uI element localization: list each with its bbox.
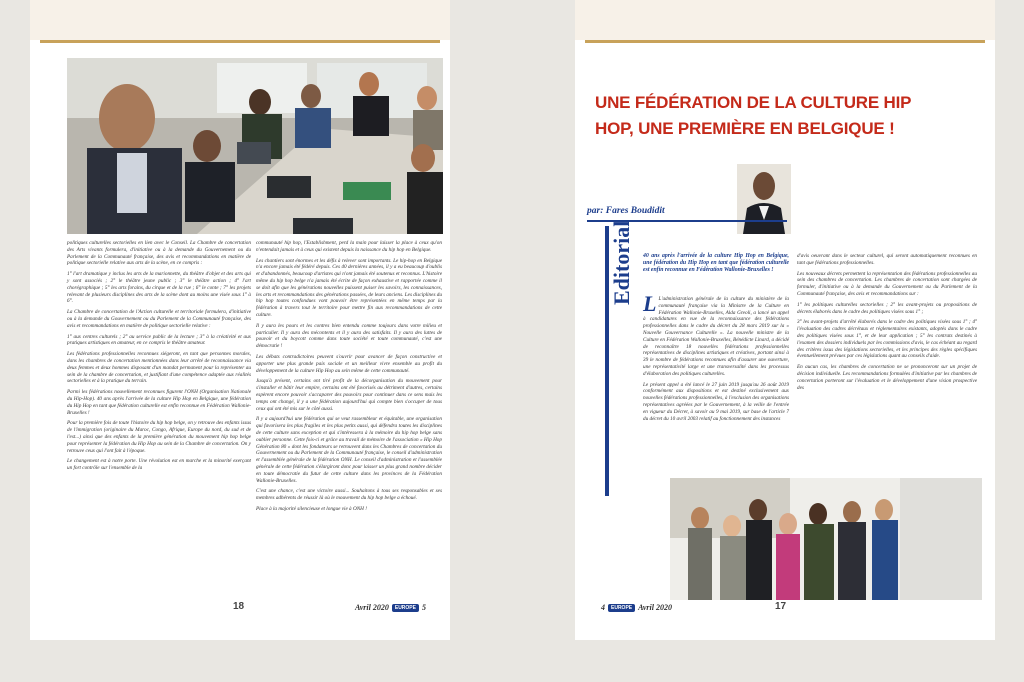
- meeting-photo: [67, 58, 443, 234]
- author-portrait: [737, 164, 791, 234]
- paragraph: [643, 291, 789, 378]
- drop-cap: L: [643, 291, 657, 316]
- paragraph: Jusqu'à présent, certains ont tiré profit de la décorganisation du mouvement pour s'installer et bâtir leur empire, certains ont été favorisés au détriment d'autres, certains espèrent encore pouvoir s'accaparer des pouvoirs pour continuer dans ce sens mais les temps ont changé, il y a une fédération aujourd'hui qui compte bien s'occuper de tous ceux qui ont été mis sur le côté aussi.: [256, 378, 442, 412]
- top-stripe: [575, 0, 995, 40]
- left-column-2: [256, 240, 442, 517]
- paragraph: Il y a aujourd'hui une fédération qui se veut rassembleur et équitable, une organisation qui favorisera les plus fragiles et les plus petits aussi, qui défendra toutes les disciplines de cette culture sans exception et qui s'intéressera à la mémoire du hip hop belge sans oublier personne. Cette fois-ci et grâce au travail de mémoire de l'association « Hip Hop Génération 80 » dont les fondateurs se retrouvent dans les Chambres de concertation du Gouvernement ou du Parlement de la Communauté française, le conseil d'administration et l'assemblée générale de la fédération ONH. Le conseil d'administration et l'assemblée générale de cette fédération s'élargiront donc pour laisser un plus grand nombre décider en toute démocratie du futur de cette culture dans les provinces de la Fédération Wallonie-Bruxelles.: [256, 416, 442, 484]
- article-headline: UNE FÉDÉRATION DE LA CULTURE HIP HOP, UNE PREMIÈRE EN BELGIQUE !: [595, 93, 911, 138]
- left-column-1: [67, 240, 251, 476]
- paragraph: 1° l'art dramatique y inclus les arts de la marionnette, du théâtre d'objet et des arts qui y sont associés ; 2° le théâtre jeune public ; 3° le théâtre action ; 4° l'art chorégraphique ; 5° les arts forains, du cirque et de la rue ; 6° le conte ; 7° les projets relevant de plusieurs disciplines des arts de la scène dont au moins une visée sous 1° à 6°.: [67, 271, 251, 305]
- europe-badge: EUROPE: [608, 604, 635, 612]
- page-number: 17: [775, 601, 787, 612]
- paragraph: politiques culturelles sectorielles en lien avec le Conseil. La Chambre de concertation des Arts vivants formulera, d'initiative ou à la demande du Gouvernement ou du Parlement de la Communauté française, des avis et recommandations en matière de politique sectorielle relative aux arts de la scène, en ce compris :: [67, 240, 251, 267]
- byline: par: Fares Boudidit: [587, 206, 665, 216]
- paragraph: Les débats contradictoires peuvent s'ouvrir pour avancer de façon constructive et apporter une plus grande paix sociale et un meilleur vivre ensemble au profit du développement de la culture Hip Hop au sein même de cette communauté.: [256, 353, 442, 374]
- paragraph: 1° aux centres culturels ; 2° au service public de la lecture ; 3° à la créativité et aux pratiques artistiques en amateur, en ce compris le théâtre amateur.: [67, 333, 251, 347]
- gold-rule: [40, 40, 440, 43]
- paragraph: Le présent appel a été lancé le 27 juin 2019 jusqu'au 26 août 2019 conformément aux dispositions et est destiné exclusivement aux nouvelles fédérations professionnelles, à l'exclusion des organisations représentatives agréées par le Gouvernement, à la veille de l'entrée en vigueur du Décret, à savoir au 9 mai 2019, sur base de l'article 7 du décret du 10 avril 2003 relatif au fonctionnement des instances: [643, 381, 789, 422]
- paragraph: Les nouveaux décrets permettent la représentation des fédérations professionnelles au sein des chambres de concertation. Les chambres de concertation sont chargées de formuler, d'initiative ou à la demande du Gouvernement ou du Parlement de la Communauté française, des avis et recommandations sur :: [797, 270, 977, 297]
- group-photo: [670, 478, 982, 600]
- page-number: 18: [233, 601, 245, 612]
- left-page: [30, 0, 450, 640]
- paragraph-text: L'administration générale de la culture du ministère de la communauté française via la Ministre de la Culture en Fédération Wallonie-Bruxelles, Alda Greoli, a lancé un appel à candidatures en vue de la reconnaissance des fédérations professionnelles dans le cadre du décret du 28 mars 2019 sur la « Nouvelle Gouvernance Culturelle ». La nouvelle ministre de la Culture en Fédération Wallonie-Bruxelles, Bénédicte Linard, a décidé de reconnaître 18 nouvelles fédérations professionnelles représentatives de disciplines artistiques et créatives, portant ainsi à 39 le nombre de fédérations reconnues afin d'assurer une ouverture, une représentativité large et une transversalité dans les processus d'élaboration des politiques culturelles.: [643, 296, 789, 377]
- paragraph: C'est une chance, c'est une victoire aussi... Souhaitons à tous ses responsables et ses membres adhérents de réussir là où le mouvement du hip hop belge a échoué.: [256, 488, 442, 502]
- gold-rule: [585, 40, 985, 43]
- folio-number: 5: [421, 603, 426, 612]
- section-label: Editorial: [609, 220, 634, 305]
- paragraph: Il y aura les pours et les contres bien entendu comme toujours dans votre milieu et particulier. Il y aura des mécontents et il y aura des satisfaits. Il y aura des luttes de pouvoir et du boycott comme dans toute société et toute communauté, c'est une démocratie !: [256, 322, 442, 350]
- top-stripe: [30, 0, 450, 40]
- folio-date: Avril 2020: [638, 603, 672, 612]
- right-column-1: [643, 291, 789, 426]
- folio: [601, 603, 672, 612]
- paragraph: Le changement est à notre porte. Une révolution est en marche et la minorité exerçant un fort contrôle sur l'ensemble de la: [67, 458, 251, 472]
- lede: 40 ans après l'arrivée de la culture Hip Hop en Belgique, une fédération du Hip Hop en tant que fédération culturelle est enfin reconnue en Fédération Wallonie-Bruxelles !: [643, 253, 789, 274]
- paragraph: d'avis oeuvrant dans le secteur culturel, qui seront automatiquement reconnues en tant que fédérations professionnelles.: [797, 253, 977, 266]
- paragraph: Place à la majorité silencieuse et longue vie à ONH !: [256, 505, 367, 512]
- paragraph: Les chantiers sont énormes et les défis à relever sont importants. Le hip-hop en Belgique n'a encore jamais été fédéré depuis. Ces 40 dernières années, il y a eu beaucoup d'oublis et d'abandonnés, beaucoup d'artistes qui n'ont jamais été soutenus et reconnus. L'histoire même du hip hop belge n'a jamais été écrite de façon exhaustive et rapportée comme il se doit afin que les générations nouvelles puissent puiser les savoirs, les connaissances, les arts et recommandations des générations passées, de leurs anciens. Les disciplines du hip hop toutes confondues vont pouvoir être représentées en même temps par la fédération à travers tout le territoire pour mettre fin aux recommandations de cette culture.: [256, 257, 442, 318]
- folio-number: 4: [601, 603, 605, 612]
- paragraph: 1° les politiques culturelles sectorielles ; 2° les avant-projets ou propositions de décrets élaborés dans le cadre des politiques visées sous 1° ;: [797, 301, 977, 315]
- right-page: [575, 0, 995, 640]
- paragraph: communauté hip hop, l'Establishment, perd la main pour laisser la place à ceux qu'on n'entendait jamais et à ceux qui existent depuis la naissance du hip hop en Belgique.: [256, 240, 442, 253]
- paragraph: Les fédérations professionnelles reconnues siégeront, en tant que personnes morales, dans les chambres de concertation mentionnées dans leur arrêté de reconnaissance via deux femmes et deux hommes disposant d'un mandat permanent pour la représenter au sein de la chambre de concertation, et justifiant d'une compétence adaptée aux réalités sectorielles et à la pratique du terrain.: [67, 351, 251, 385]
- europe-badge: EUROPE: [392, 604, 419, 612]
- folio-date: Avril 2020: [355, 603, 389, 612]
- paragraph: Parmi les fédérations nouvellement reconnues figurent l'ONH (Organisation Nationale du Hip-Hop). 40 ans après l'arrivée de la culture Hip Hop en Belgique, une fédération du Hip Hop en tant que fédération culturelle est enfin reconnue en Fédération Wallonie-Bruxelles !: [67, 389, 251, 416]
- paragraph: Pour la première fois de toute l'histoire du hip hop belge, on y retrouve des enfants issus de l'immigration (originaire du Maroc, Congo, Afrique, Europe du nord, du sud et de l'est...) ainsi que des enfants de la première génération du mouvement hip hop belge pour représenter la fédération du Hip Hop au sein de la Chambre de concertation. On y retrouve ceux qui l'ont fait à l'époque.: [67, 420, 251, 454]
- paragraph: 3° les avant-projets d'arrêté élaborés dans le cadre des politiques visées sous 1° ; 4° l'évaluation des cadres décrétaux et réglementaires existants, adoptés dans le cadre des politiques visées sous 1°, et de leur application ; 5° les contrats destinés à l'examen des dossiers individuels par les commissions d'avis, le cas échéant au regard des critères issus des législations sectorielles, et les principes des règles spécifiques éventuellement prévues par ces législations quant au conseils d'aide.: [797, 319, 977, 360]
- paragraph: En aucun cas, les chambres de concertation ne se prononceront sur un projet de décision individuelle. Les recommandations formulées d'initiative par les chambres de concertation porteront sur l'évaluation et le développement d'une vision prospective des: [797, 364, 977, 391]
- folio: [355, 603, 426, 612]
- paragraph: La Chambre de concertation de l'Action culturelle et territoriale formulera, d'initiative ou à la demande du Gouvernement ou du Parlement de la Communauté française, des avis et recommandations en matière de politique sectorielle relative :: [67, 309, 251, 329]
- right-column-2: [797, 253, 977, 395]
